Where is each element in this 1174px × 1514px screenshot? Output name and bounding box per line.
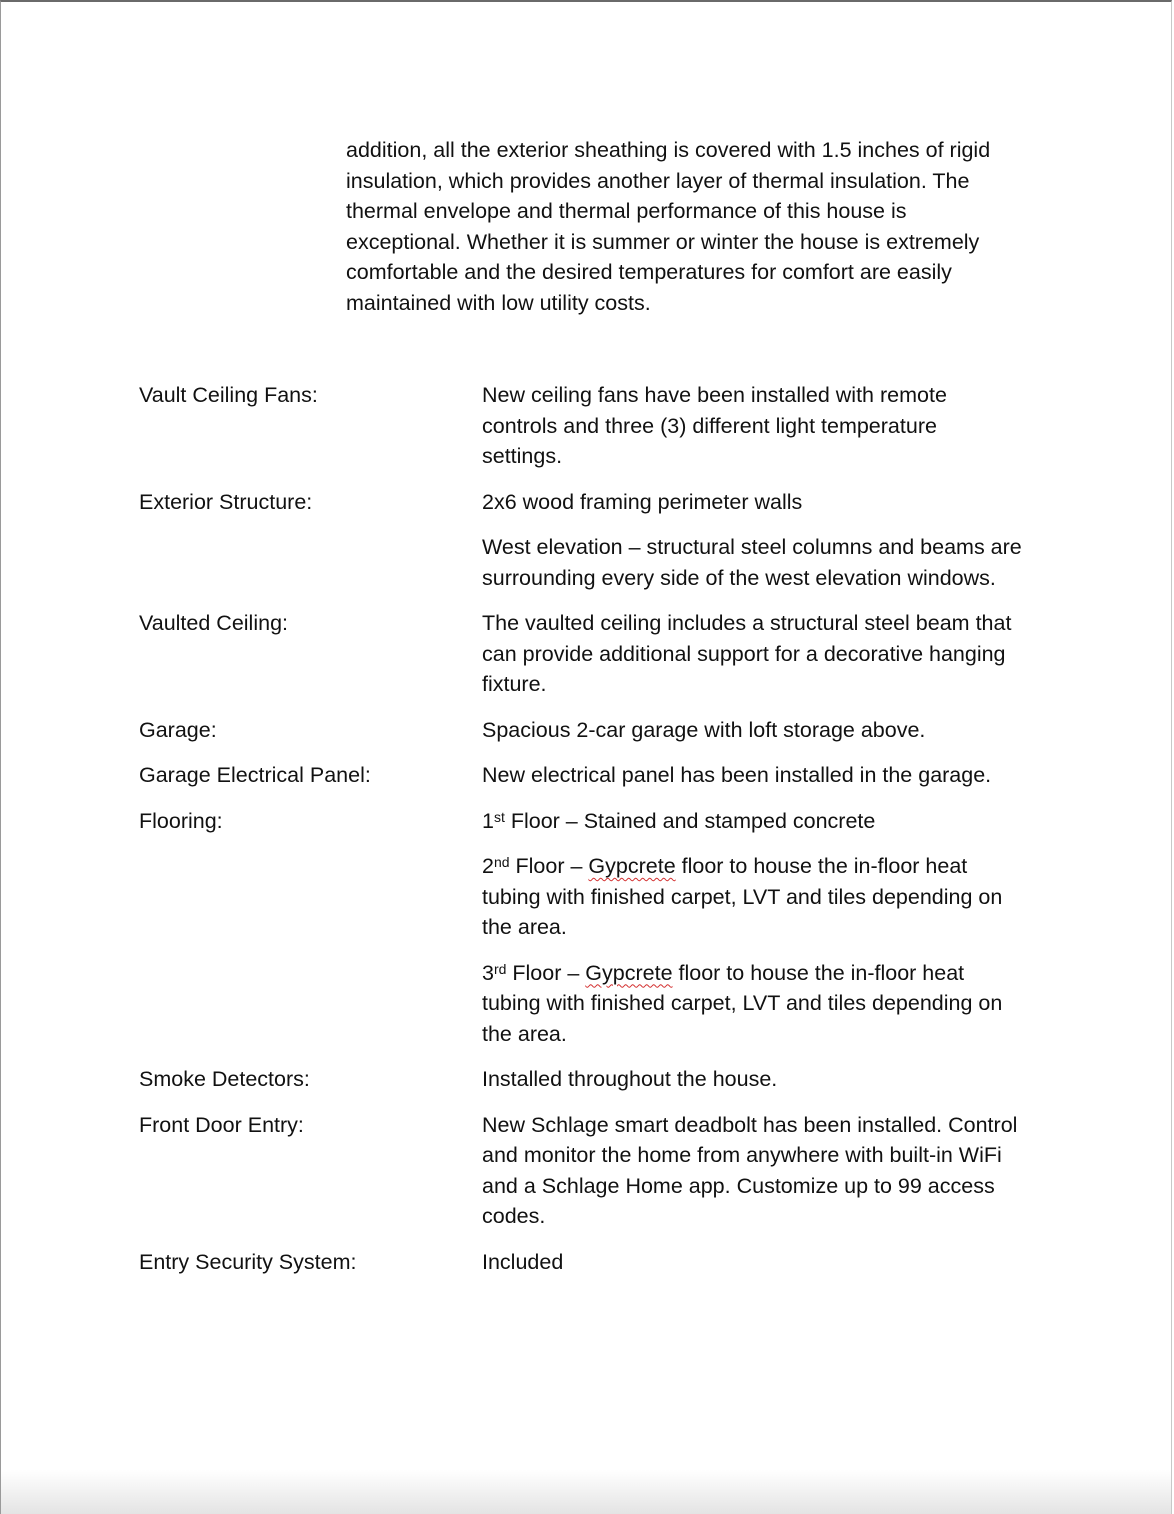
text-line [482,806,1059,837]
text-line: and a Schlage Home app. Customize up to 99 access [482,1173,995,1198]
spec-row-exterior-structure [139,487,1059,594]
spec-label: Vaulted Ceiling: [139,611,288,635]
text-line [482,958,1059,989]
spec-value [482,715,1059,746]
spec-value [482,1064,1059,1095]
text-line: controls and three (3) different light temperature [482,413,937,438]
text-line: and monitor the home from anywhere with built-in WiFi [482,1143,1002,1167]
spec-row-garage-electrical-panel [139,760,1059,791]
floor-description: Floor – [506,960,586,985]
features-table [139,380,1059,1292]
text-line: exceptional. Whether it is summer or winter the house is extremely [346,229,980,254]
spec-value [482,1110,1059,1232]
spec-label: Garage: [139,717,217,742]
intro-paragraph [346,135,1026,318]
ordinal-suffix: rd [493,960,507,977]
spec-label: Front Door Entry: [139,1112,304,1137]
text-line: the area. [482,1021,567,1046]
spec-row-vault-ceiling-fans [139,380,1059,472]
spec-row-garage [139,715,1059,746]
spec-row-vaulted-ceiling [139,608,1059,700]
spec-value [482,1247,1059,1278]
text-line: addition, all the exterior sheathing is covered with 1.5 inches of rigid [346,138,991,162]
spec-paragraph: 2x6 wood framing perimeter walls [482,489,803,514]
spec-paragraph-second-floor [482,851,1059,943]
floor-description: floor to house the in-floor heat [672,960,965,985]
spec-value [482,608,1059,700]
spec-paragraph [482,532,1059,593]
text-line: fixture. [482,672,547,696]
spec-paragraph [482,380,1059,472]
page-bottom-shadow [1,1470,1171,1514]
text-line: maintained with low utility costs. [346,290,651,315]
text-line: tubing with finished carpet, LVT and tiles depending on [482,884,1003,909]
floor-description: Floor – Stained and stamped concrete [504,808,876,833]
spec-paragraph: Spacious 2-car garage with loft storage above. [482,717,926,742]
text-line: the area. [482,915,567,939]
spec-label: Garage Electrical Panel: [139,763,371,787]
ordinal-suffix: st [493,808,505,825]
text-line: The vaulted ceiling includes a structural steel beam that [482,611,1012,635]
text-line: codes. [482,1204,546,1228]
spec-label: Smoke Detectors: [139,1067,310,1091]
spec-paragraph: Included [482,1249,564,1274]
spec-label: Entry Security System: [139,1249,357,1274]
floor-number: 3 [482,960,494,985]
spec-paragraph [482,608,1059,700]
text-line: West elevation – structural steel columns and beams are [482,535,1022,559]
spec-paragraph [482,1110,1059,1232]
ordinal-suffix: nd [493,854,510,870]
spec-paragraph-first-floor [482,806,1059,837]
misspelled-word[interactable]: Gypcrete [588,854,676,878]
spec-label: Exterior Structure: [139,489,313,514]
text-line [482,851,1059,882]
text-line: settings. [482,444,563,468]
spec-value [482,806,1059,1050]
text-line: surrounding every side of the west elevation windows. [482,565,996,590]
spec-value [482,760,1059,791]
floor-description: floor to house the in-floor heat [675,854,968,878]
text-line: can provide additional support for a decorative hanging [482,641,1006,666]
spec-row-smoke-detectors [139,1064,1059,1095]
floor-number: 2 [482,854,494,878]
spec-row-entry-security-system [139,1247,1059,1278]
spec-label: Flooring: [139,808,223,833]
spec-paragraph: Installed throughout the house. [482,1067,778,1091]
misspelled-word[interactable]: Gypcrete [585,960,673,985]
text-line: comfortable and the desired temperatures for comfort are easily [346,260,952,284]
spec-row-front-door-entry [139,1110,1059,1232]
spec-label: Vault Ceiling Fans: [139,383,318,407]
text-line: insulation, which provides another layer of thermal insulation. The [346,168,970,193]
spec-paragraph: New electrical panel has been installed in the garage. [482,763,992,787]
text-line: tubing with finished carpet, LVT and tiles depending on [482,991,1003,1015]
floor-number: 1 [482,808,494,833]
spec-value [482,487,1059,594]
floor-description: Floor – [509,854,589,878]
text-line: thermal envelope and thermal performance of this house is [346,199,907,223]
spec-paragraph-third-floor [482,958,1059,1050]
text-line: New Schlage smart deadbolt has been installed. Control [482,1112,1018,1137]
spec-value [482,380,1059,472]
text-line: New ceiling fans have been installed with remote [482,383,947,407]
spec-row-flooring [139,806,1059,1050]
